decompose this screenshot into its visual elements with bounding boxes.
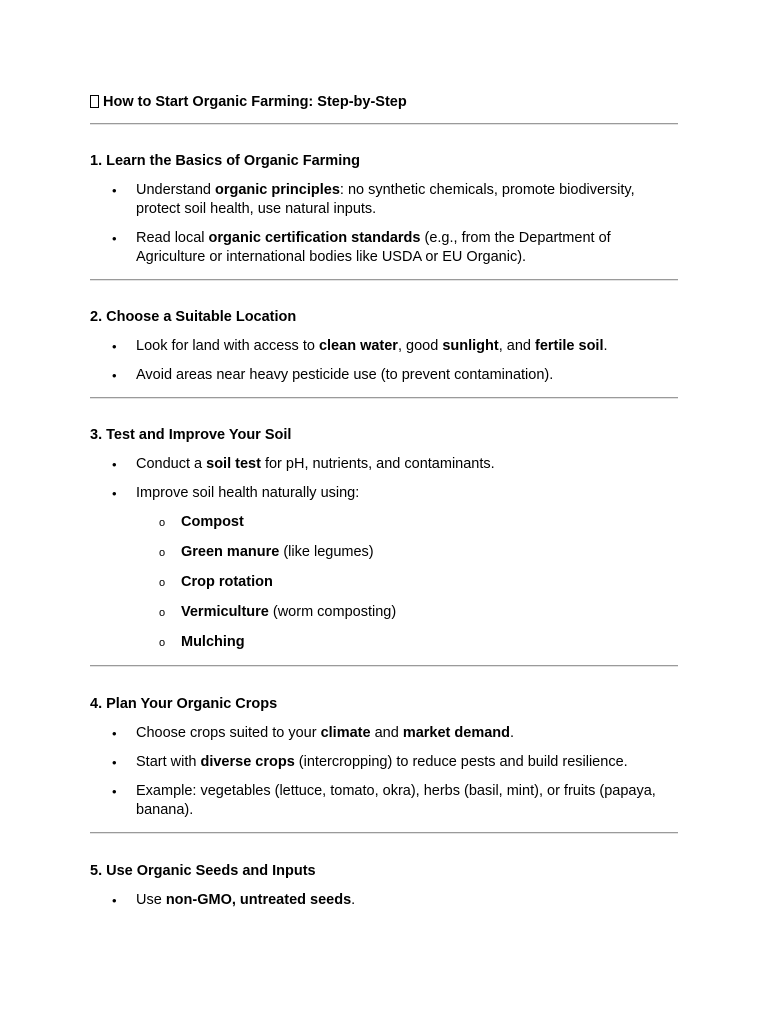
item-bold-text: Crop rotation <box>181 574 273 590</box>
item-bold-text: organic certification standards <box>208 230 421 246</box>
section-plan-crops <box>90 695 678 830</box>
item-text: , good <box>397 338 443 354</box>
list-item <box>90 484 678 652</box>
item-text: : no synthetic chemicals, promote biodiversity, protect soil health, use natural inputs. <box>136 182 635 217</box>
item-text: for pH, nutrients, and contaminants. <box>260 456 495 472</box>
item-bold-text: soil test <box>206 456 261 472</box>
bullet-list <box>90 455 678 652</box>
section-heading: 1. Learn the Basics of Organic Farming <box>90 153 360 169</box>
item-text: Read local <box>136 230 209 246</box>
item-text: , and <box>498 338 535 354</box>
section-seeds-inputs <box>90 862 678 920</box>
document-title <box>90 93 407 111</box>
item-bold-text: Compost <box>181 514 244 530</box>
section-divider <box>90 123 678 125</box>
section-divider <box>90 279 678 281</box>
sub-list <box>136 513 678 652</box>
item-bold-text: non-GMO, untreated seeds <box>165 892 352 908</box>
bullet-list <box>90 181 678 267</box>
item-bold-text: climate <box>320 725 371 741</box>
sub-list-item <box>136 543 678 562</box>
list-item <box>90 724 678 743</box>
item-text: and <box>370 725 403 741</box>
item-text: Example: vegetables (lettuce, tomato, okra), herbs (basil, mint), or fruits (papaya, banana). <box>136 783 656 818</box>
item-bold-text: market demand <box>402 725 510 741</box>
item-bold-text: clean water <box>318 338 398 354</box>
section-heading: 5. Use Organic Seeds and Inputs <box>90 863 316 879</box>
list-item <box>90 891 678 910</box>
item-text: Improve soil health naturally using: <box>136 485 360 501</box>
section-heading: 3. Test and Improve Your Soil <box>90 427 292 443</box>
section-heading: 2. Choose a Suitable Location <box>90 309 297 325</box>
sub-list-item <box>136 603 678 622</box>
section-soil <box>90 426 678 663</box>
item-text: (e.g., from the Department of Agriculture or international bodies like USDA or EU Organic). <box>136 230 611 265</box>
sub-list-item <box>136 633 678 652</box>
item-bold-text: diverse crops <box>200 754 295 770</box>
bullet-list <box>90 724 678 820</box>
document-title-text: How to Start Organic Farming: Step-by-Step <box>103 94 407 110</box>
item-bold-text: Vermiculture <box>181 604 269 620</box>
item-text: (intercropping) to reduce pests and build resilience. <box>294 754 628 770</box>
list-item <box>90 455 678 474</box>
item-text: Understand <box>136 182 215 198</box>
item-text: Use <box>136 892 166 908</box>
item-text: (worm composting) <box>268 604 397 620</box>
sub-list-item <box>136 513 678 532</box>
list-item <box>90 366 678 385</box>
section-heading: 4. Plan Your Organic Crops <box>90 696 278 712</box>
section-location <box>90 308 678 395</box>
section-learn-basics <box>90 152 678 277</box>
item-text: (like legumes) <box>279 544 374 560</box>
item-bold-text: Mulching <box>181 634 245 650</box>
list-item <box>90 782 678 820</box>
item-text: Look for land with access to <box>136 338 319 354</box>
item-text: . <box>603 338 608 354</box>
item-bold-text: organic principles <box>215 182 340 198</box>
bullet-list <box>90 337 678 385</box>
document-icon <box>90 95 99 108</box>
section-divider <box>90 832 678 834</box>
item-bold-text: sunlight <box>442 338 499 354</box>
sub-list-item <box>136 573 678 592</box>
item-bold-text: Green manure <box>181 544 280 560</box>
list-item <box>90 337 678 356</box>
item-bold-text: fertile soil <box>534 338 604 354</box>
item-text: Choose crops suited to your <box>136 725 321 741</box>
section-divider <box>90 397 678 399</box>
item-text: Conduct a <box>136 456 207 472</box>
section-divider <box>90 665 678 667</box>
list-item <box>90 229 678 267</box>
item-text: Start with <box>136 754 201 770</box>
list-item <box>90 753 678 772</box>
item-text: . <box>351 892 356 908</box>
item-text: . <box>510 725 515 741</box>
bullet-list <box>90 891 678 910</box>
list-item <box>90 181 678 219</box>
item-text: Avoid areas near heavy pesticide use (to prevent contamination). <box>136 367 554 383</box>
